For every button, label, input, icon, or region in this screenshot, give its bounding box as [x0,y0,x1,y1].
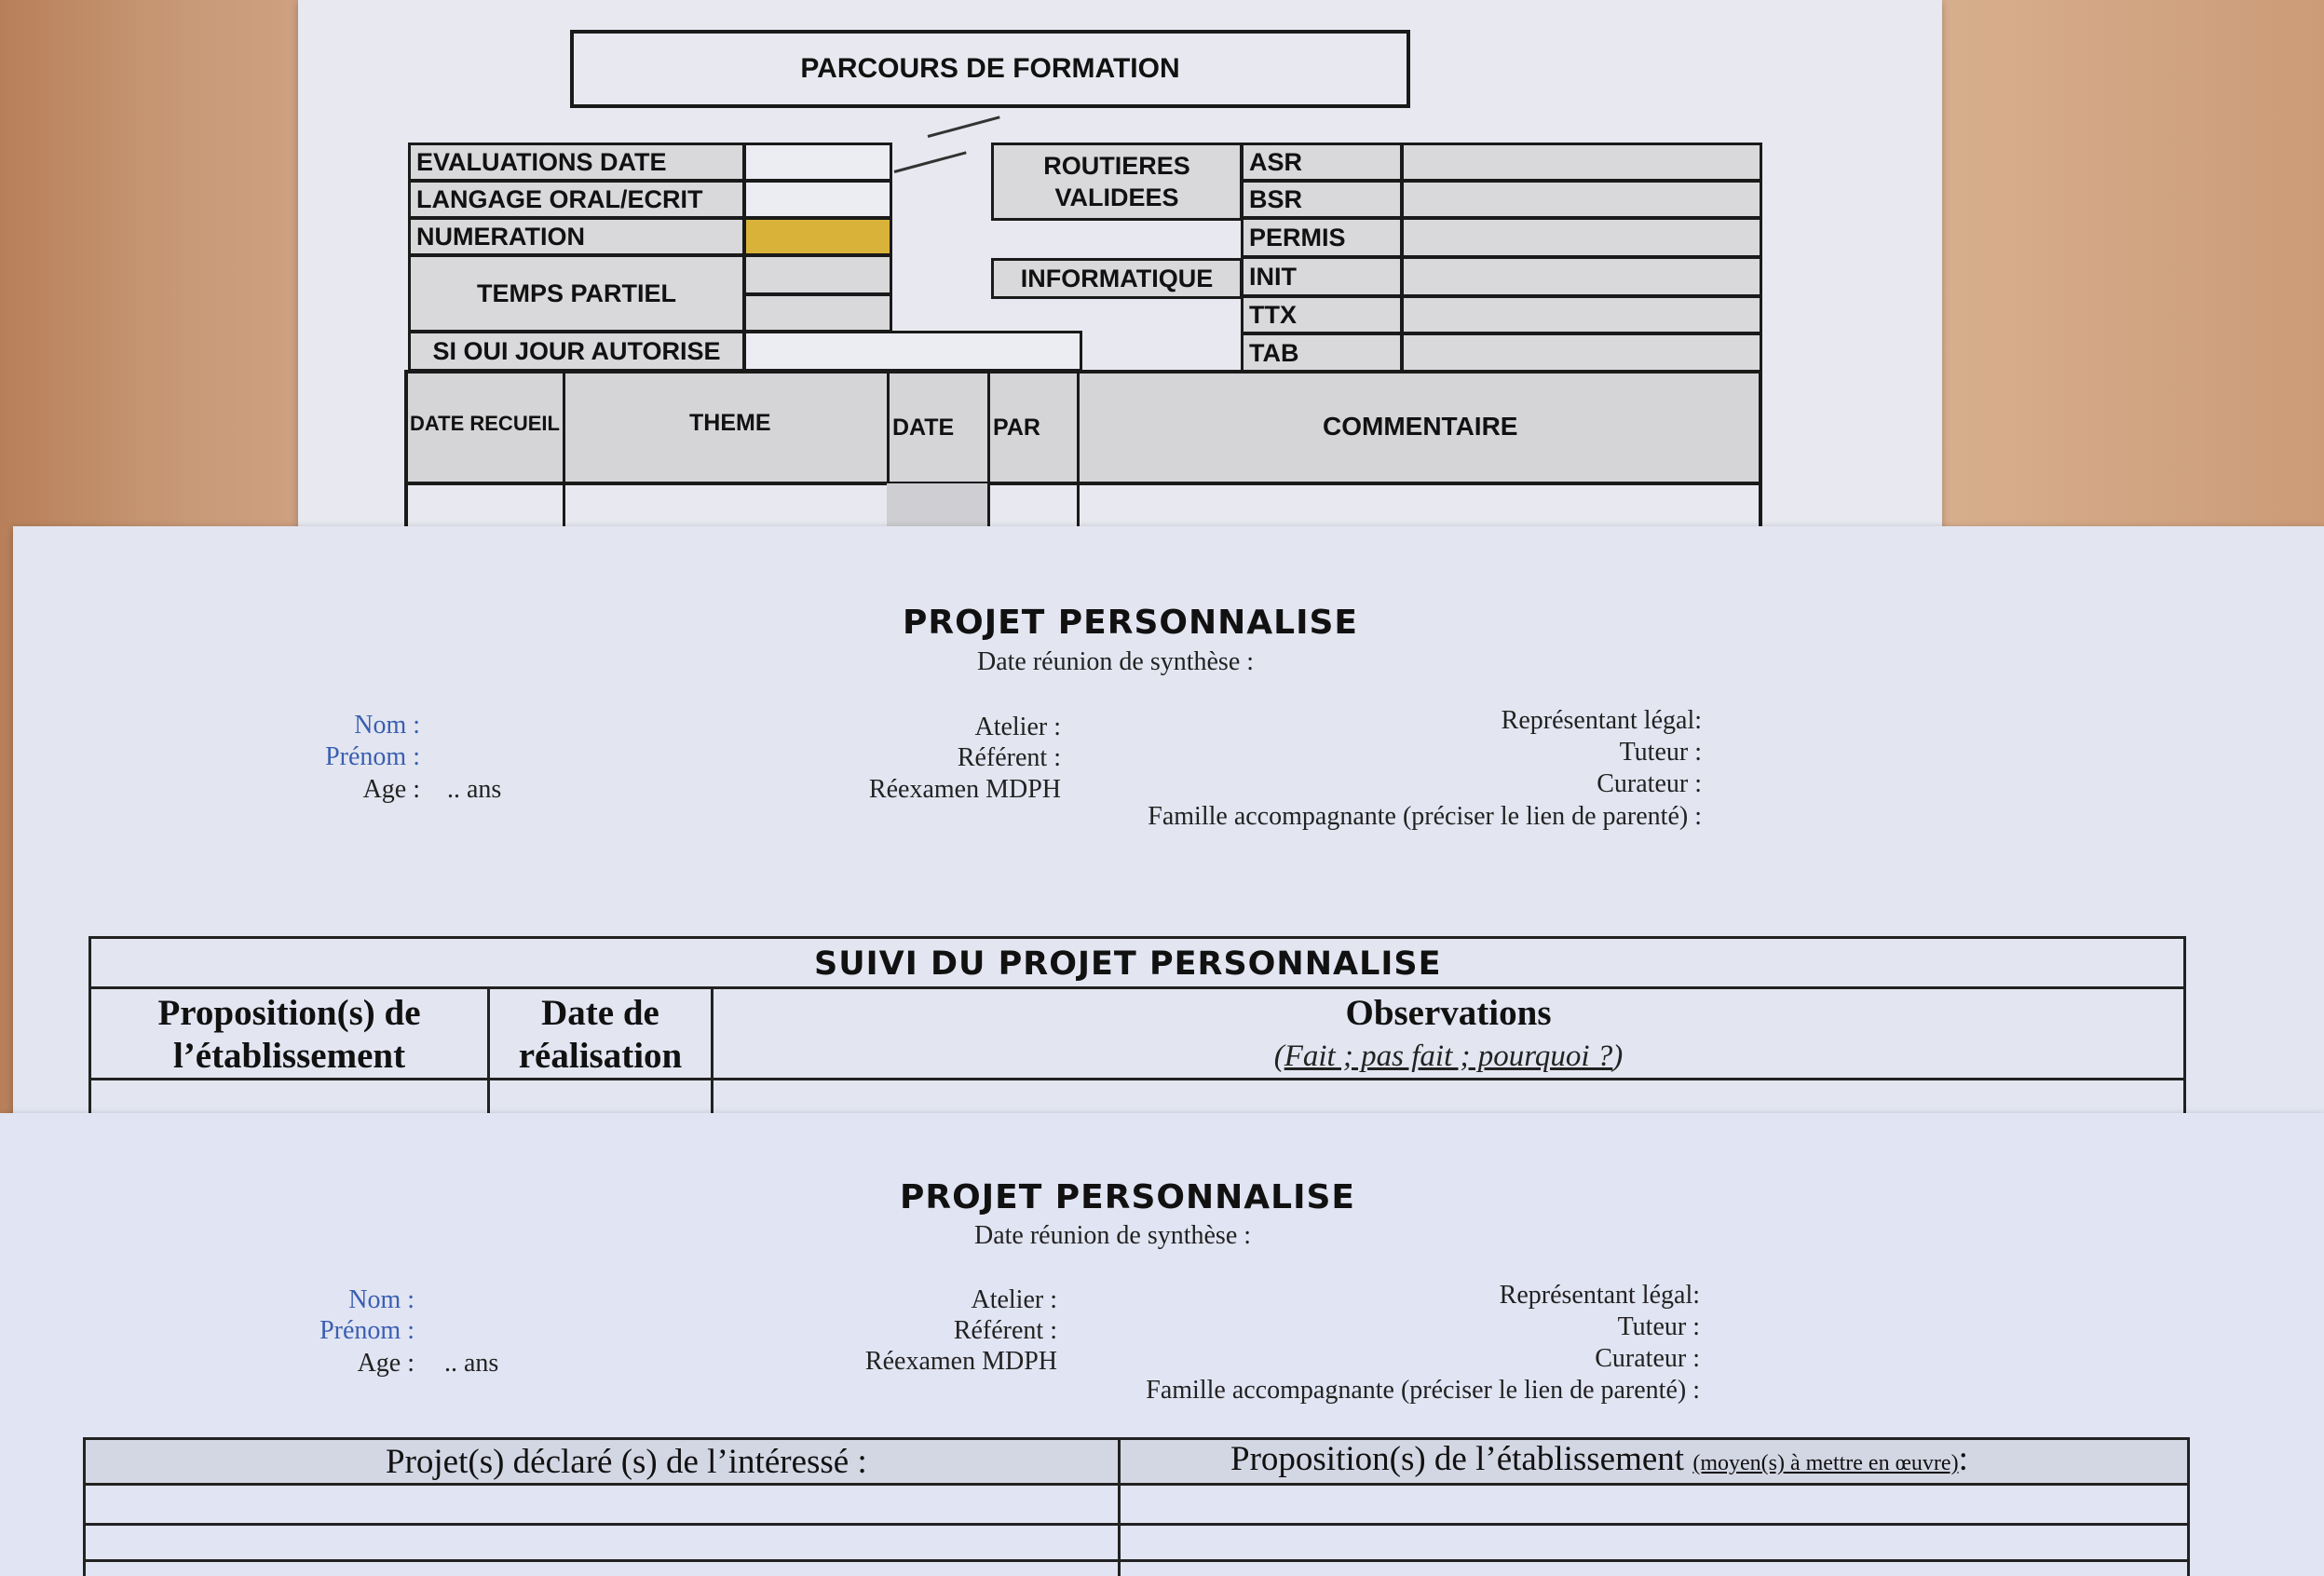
callout-line-bottom [894,151,967,173]
parcours-title-box [570,30,1410,108]
projet1-age-value: .. ans [447,775,502,804]
col-par: PAR [993,414,1040,441]
projet1-prenom-label: Prénom : [325,742,420,771]
suivi-col-observations [714,992,2183,1078]
row-evaluations-date [408,143,745,182]
code-bsr-label: BSR [1249,184,1303,213]
projet1-reexamen-label: Réexamen MDPH [868,775,1061,804]
projet2-date-reunion: Date réunion de synthèse : [974,1221,1252,1250]
projet2-nom-label: Nom : [348,1285,415,1314]
declare-col-proposition-moyens: (moyen(s) à mettre en œuvre) [1692,1451,1959,1475]
projet2-prenom-label: Prénom : [319,1316,415,1345]
projet1-famille-label: Famille accompagnante (préciser le lien de parenté) : [1148,802,1702,831]
projet2-atelier-label: Atelier : [971,1285,1057,1314]
projet1-title: PROJET PERSONNALISE [903,604,1358,642]
temps-partiel-field-2[interactable] [743,293,892,333]
suivi-col-proposition-line2: l’établissement [172,1036,406,1076]
projet1-tuteur-label: Tuteur : [1619,738,1702,767]
sheet-projet-declare [0,1113,2324,1576]
projet2-representant-label: Représentant légal: [1499,1281,1700,1310]
code-tab-label: TAB [1249,338,1299,367]
si-oui-label: SI OUI JOUR AUTORISE [432,336,721,365]
projet2-tuteur-label: Tuteur : [1617,1312,1700,1341]
code-permis [1241,217,1403,258]
sheet-parcours-formation [298,0,1942,559]
col-theme: THEME [689,410,771,436]
suivi-col-date-line1: Date de [541,993,659,1033]
commentaire-table-header [404,370,1762,485]
code-ttx-label: TTX [1249,300,1297,329]
suivi-table-top [88,936,2186,939]
declare-table-row-rule-2 [83,1559,2190,1562]
col-commentaire: COMMENTAIRE [1323,412,1518,441]
projet1-age-label: Age : [362,775,420,804]
suivi-col-proposition-line1: Proposition(s) de [157,993,421,1033]
informatique-cell [991,258,1243,299]
suivi-col-proposition [91,992,487,1078]
tab-field[interactable] [1401,333,1762,374]
observations-open-paren: ( [1273,1039,1284,1073]
declare-col-proposition-colon: : [1958,1440,1968,1478]
projet2-referent-label: Référent : [953,1316,1057,1345]
suivi-table-right [2183,936,2186,1122]
projet2-curateur-label: Curateur : [1595,1344,1700,1373]
declare-table-header-rule [83,1483,2190,1486]
ttx-field[interactable] [1401,295,1762,334]
init-field[interactable] [1401,256,1762,297]
observations-close-paren: ) [1612,1039,1624,1073]
suivi-table-title-rule [88,986,2186,989]
projet1-nom-label: Nom : [354,711,420,740]
projet2-age-label: Age : [357,1349,415,1378]
declare-col-proposition-label: Proposition(s) de l’établissement [1230,1440,1685,1478]
code-init [1241,256,1403,297]
code-init-label: INIT [1249,262,1297,291]
suivi-col-date [490,992,711,1078]
evaluations-date-field[interactable] [743,143,892,182]
code-asr [1241,143,1403,182]
col-date-recueil: DATE RECUEIL [410,412,560,435]
sheet-projet-suivi [13,526,2324,1122]
row-langage-label: LANGAGE ORAL/ECRIT [416,184,703,213]
temps-partiel-label: TEMPS PARTIEL [476,279,676,307]
suivi-col-observations-sub [714,1035,2183,1078]
code-permis-label: PERMIS [1249,223,1346,251]
code-asr-label: ASR [1249,147,1303,176]
code-ttx [1241,295,1403,334]
col-date: DATE [892,414,955,441]
declare-col-projet: Projet(s) déclaré (s) de l’intéressé : [386,1443,867,1481]
row-numeration [408,217,745,256]
si-oui-field[interactable] [743,331,1082,372]
code-bsr [1241,180,1403,219]
suivi-col-date-line2: réalisation [518,1036,683,1076]
projet2-famille-label: Famille accompagnante (préciser le lien de parenté) : [1146,1376,1700,1405]
row-temps-partiel [408,254,745,333]
projet1-representant-label: Représentant légal: [1501,706,1702,735]
informatique-label: INFORMATIQUE [1020,264,1214,292]
declare-table-right [2187,1437,2190,1576]
declare-table-left [83,1437,86,1576]
bsr-field[interactable] [1401,180,1762,219]
row-evaluations-label: EVALUATIONS DATE [416,147,667,176]
langage-field[interactable] [743,180,892,219]
suivi-title: SUIVI DU PROJET PERSONNALISE [814,945,1442,983]
projet1-date-reunion: Date réunion de synthèse : [977,647,1255,676]
routieres-validees-cell [991,143,1243,221]
row-si-oui-jour [408,331,745,372]
routieres-label: ROUTIERES VALIDEES [1043,152,1190,211]
declare-col-proposition [1230,1439,1968,1479]
asr-field[interactable] [1401,143,1762,182]
observations-sub-text: Fait ; pas fait ; pourquoi ? [1284,1039,1613,1073]
projet2-age-value: .. ans [444,1349,499,1378]
wood-background-right [1923,0,2324,559]
code-tab [1241,333,1403,374]
declare-table-mid [1118,1437,1121,1576]
temps-partiel-field-1[interactable] [743,254,892,295]
numeration-field-highlighted[interactable] [743,217,892,256]
suivi-table-header-rule [88,1078,2186,1080]
suivi-col-observations-title: Observations [1345,993,1552,1033]
parcours-title: PARCOURS DE FORMATION [800,53,1180,84]
callout-line-top [928,115,1000,138]
projet1-referent-label: Référent : [957,743,1061,772]
projet1-atelier-label: Atelier : [974,713,1061,741]
permis-field[interactable] [1401,217,1762,258]
row-langage [408,180,745,219]
row-numeration-label: NUMERATION [416,222,585,251]
projet1-curateur-label: Curateur : [1597,769,1702,798]
projet2-reexamen-label: Réexamen MDPH [864,1347,1057,1376]
projet2-title: PROJET PERSONNALISE [900,1178,1355,1216]
declare-table-row-rule [83,1523,2190,1526]
